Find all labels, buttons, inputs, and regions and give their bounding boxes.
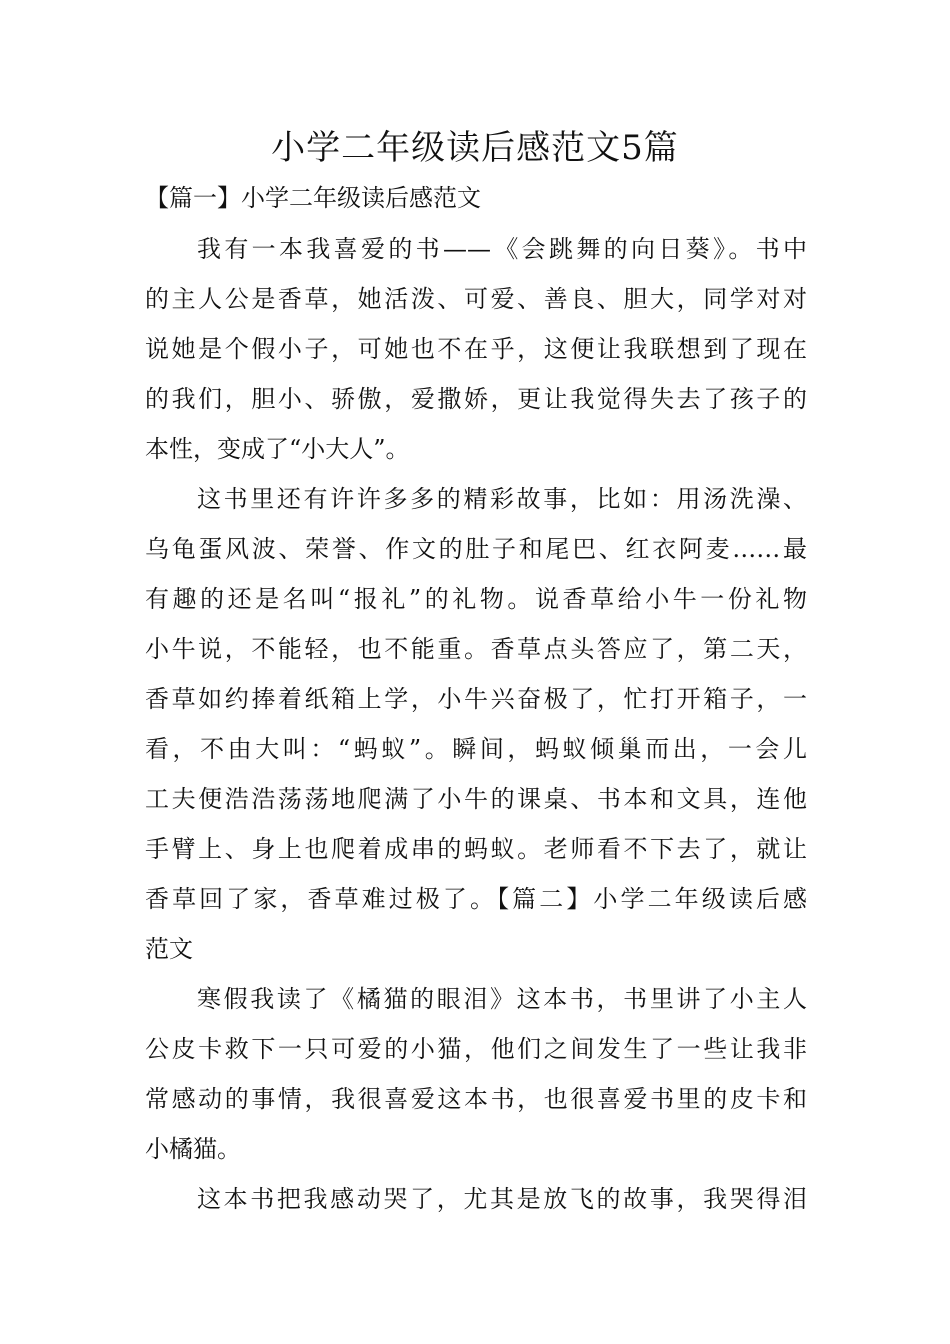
text-line: 本性，变成了“小大人”。 bbox=[145, 435, 410, 463]
section-heading: 【篇一】小学二年级读后感范文 bbox=[145, 184, 481, 212]
text-line: 小牛说，不能轻，也不能重。香草点头答应了，第二天， bbox=[145, 635, 807, 663]
text-line: 公皮卡救下一只可爱的小猫，他们之间发生了一些让我非 bbox=[145, 1035, 807, 1063]
body-text bbox=[145, 224, 807, 1224]
text-line: 的我们，胆小、骄傲，爱撒娇，更让我觉得失去了孩子的 bbox=[145, 385, 807, 413]
text-line: 香草如约捧着纸箱上学，小牛兴奋极了，忙打开箱子，一 bbox=[145, 685, 807, 713]
text-line: 范文 bbox=[145, 935, 193, 963]
text-line: 这本书把我感动哭了，尤其是放飞的故事，我哭得泪 bbox=[197, 1185, 807, 1213]
text-line: 乌龟蛋风波、荣誉、作文的肚子和尾巴、红衣阿麦……最 bbox=[145, 535, 807, 563]
text-line: 看，不由大叫：“蚂蚁”。瞬间，蚂蚁倾巢而出，一会儿 bbox=[145, 735, 807, 763]
text-line: 的主人公是香草，她活泼、可爱、善良、胆大，同学对对 bbox=[145, 285, 807, 313]
text-line: 这书里还有许许多多的精彩故事，比如：用汤洗澡、 bbox=[197, 485, 807, 513]
text-line: 工夫便浩浩荡荡地爬满了小牛的课桌、书本和文具，连他 bbox=[145, 785, 807, 813]
text-line: 寒假我读了《橘猫的眼泪》这本书，书里讲了小主人 bbox=[197, 985, 807, 1013]
text-line: 香草回了家，香草难过极了。【篇二】小学二年级读后感 bbox=[145, 885, 807, 913]
text-line: 小橘猫。 bbox=[145, 1135, 241, 1163]
text-line: 说她是个假小子，可她也不在乎，这便让我联想到了现在 bbox=[145, 335, 807, 363]
text-line: 手臂上、身上也爬着成串的蚂蚁。老师看不下去了，就让 bbox=[145, 835, 807, 863]
text-line: 有趣的还是名叫“报礼”的礼物。说香草给小牛一份礼物 bbox=[145, 585, 807, 613]
document-title: 小学二年级读后感范文5篇 bbox=[271, 128, 679, 168]
text-line: 我有一本我喜爱的书——《会跳舞的向日葵》。书中 bbox=[197, 235, 807, 263]
text-line: 常感动的事情，我很喜爱这本书，也很喜爱书里的皮卡和 bbox=[145, 1085, 807, 1113]
